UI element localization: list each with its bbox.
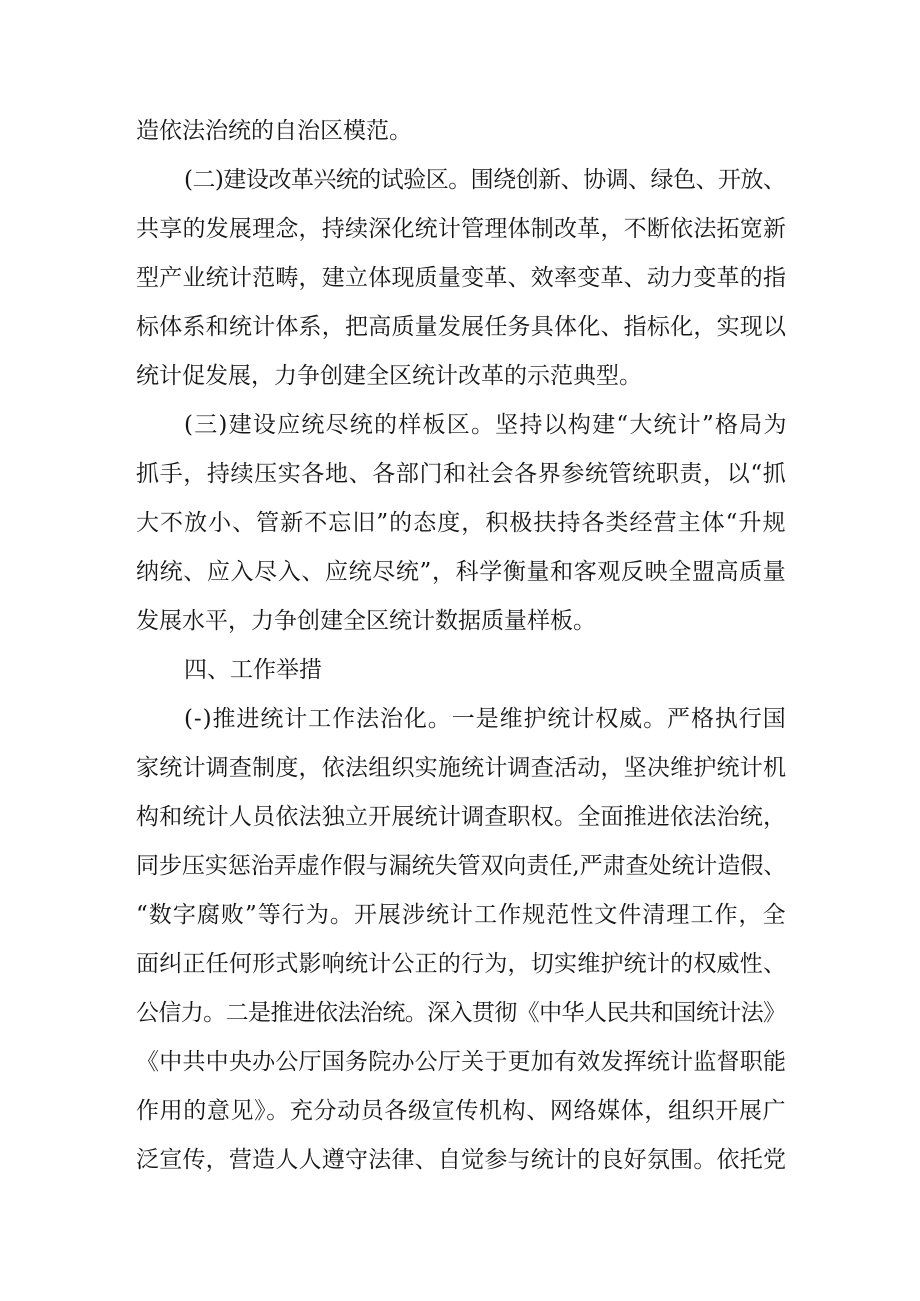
text-line-9: 大不放小、管新不忘旧”的态度，积极扶持各类经营主体“升规: [136, 510, 787, 536]
text-line-20: 《中共中央办公厅国务院办公厅关于更加有效发挥统计监督职能: [136, 1049, 787, 1075]
text-line-18: 面纠正任何形式影响统计公正的行为，切实维护统计的权威性、: [136, 951, 787, 977]
text-line-16: 同步压实惩治弄虚作假与漏统失管双向责任,严肃查处统计造假、: [136, 853, 787, 879]
text-line-4: 型产业统计范畴，建立体现质量变革、效率变革、动力变革的指: [136, 265, 787, 291]
text-line-8: 抓手，持续压实各地、各部门和社会各界参统管统职责，以“抓: [136, 461, 787, 487]
text-line-15: 构和统计人员依法独立开展统计调查职权。全面推进依法治统，: [136, 804, 787, 830]
text-line-6: 统计促发展，力争创建全区统计改革的示范典型。: [136, 363, 642, 389]
text-line-7: (三)建设应统尽统的样板区。坚持以构建“大统计”格局为: [184, 412, 788, 438]
text-line-14: 家统计调查制度，依法组织实施统计调查活动，坚决维护统计机: [136, 755, 787, 781]
text-line-17: “数字腐败”等行为。开展涉统计工作规范性文件清理工作，全: [136, 902, 787, 928]
text-line-21: 作用的意见》。充分动员各级宣传机构、网络媒体，组织开展广: [136, 1098, 787, 1124]
text-line-3: 共享的发展理念，持续深化统计管理体制改革，不断依法拓宽新: [136, 216, 787, 242]
text-line-2: (二)建设改革兴统的试验区。围绕创新、协调、绿色、开放、: [184, 167, 786, 193]
text-line-1: 造依法治统的自治区模范。: [136, 118, 412, 144]
text-line-13: (-)推进统计工作法治化。一是维护统计权威。严格执行国: [184, 706, 787, 732]
section-heading: 四、工作举措: [184, 657, 322, 683]
text-line-11: 发展水平，力争创建全区统计数据质量样板。: [136, 608, 596, 634]
text-line-5: 标体系和统计体系，把高质量发展任务具体化、指标化，实现以: [136, 314, 787, 340]
text-line-22: 泛宣传，营造人人遵守法律、自觉参与统计的良好氛围。依托党: [136, 1147, 787, 1173]
text-line-19: 公信力。二是推进依法治统。深入贯彻《中华人民共和国统计法》: [136, 1000, 786, 1026]
text-line-10: 纳统、应入尽入、应统尽统”，科学衡量和客观反映全盟高质量: [136, 559, 787, 585]
